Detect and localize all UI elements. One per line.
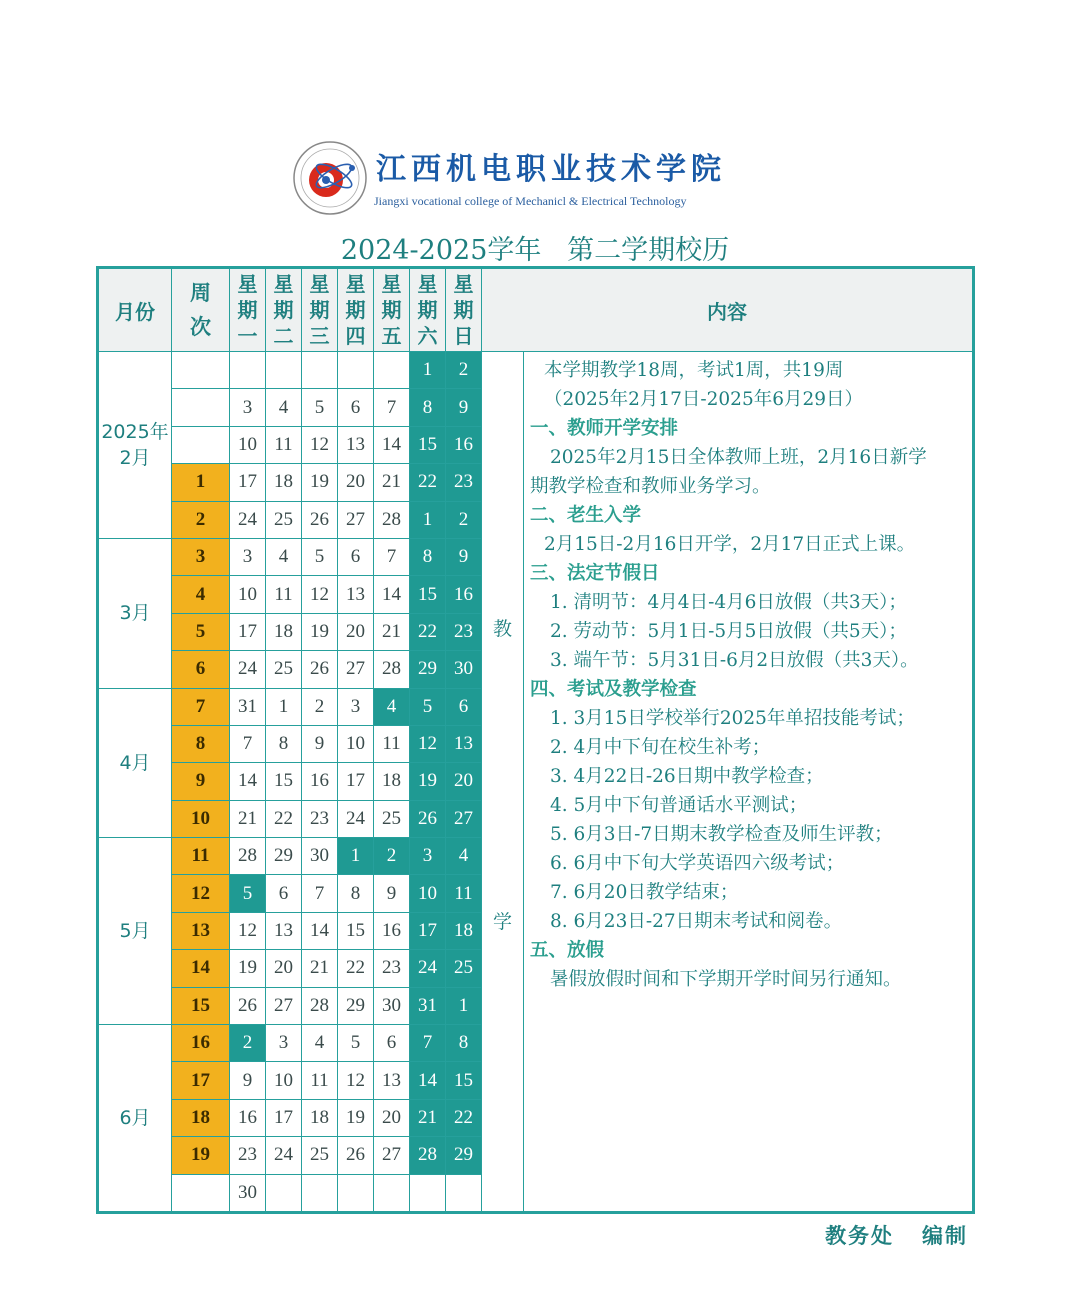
- day-cell: 15: [410, 576, 446, 613]
- day-cell: 4: [302, 1025, 338, 1062]
- day-cell: 28: [230, 838, 266, 875]
- weekday-char: 期: [417, 298, 438, 322]
- day-cell: 2: [230, 1025, 266, 1062]
- day-cell: 20: [446, 763, 482, 800]
- day-cell: 10: [410, 875, 446, 912]
- notes-line: 4. 5月中下旬普通话水平测试；: [550, 795, 808, 816]
- footer-office: 教务处: [825, 1224, 895, 1248]
- day-cell: 9: [374, 875, 410, 912]
- day-cell: 16: [446, 426, 482, 463]
- day-cell: 8: [410, 538, 446, 575]
- day-cell: 21: [302, 950, 338, 987]
- week-header: [172, 268, 230, 352]
- weekday-header-mon: [230, 268, 266, 352]
- day-cell: 27: [338, 501, 374, 538]
- day-cell: [266, 352, 302, 389]
- weekday-char: 四: [345, 324, 366, 348]
- weekday-char: 星: [417, 272, 438, 296]
- teaching-label: 学: [492, 911, 512, 933]
- day-cell: 14: [410, 1062, 446, 1099]
- day-cell: 3: [230, 538, 266, 575]
- day-cell: 23: [446, 613, 482, 650]
- weekday-char: 星: [453, 272, 474, 296]
- day-cell: 4: [266, 538, 302, 575]
- day-cell: 23: [446, 464, 482, 501]
- day-cell: 12: [302, 426, 338, 463]
- day-cell: 10: [230, 576, 266, 613]
- month-label-line: 3月: [119, 602, 151, 625]
- day-cell: 19: [338, 1099, 374, 1136]
- day-cell: 30: [230, 1174, 266, 1212]
- day-cell: 26: [302, 651, 338, 688]
- day-cell: 27: [266, 987, 302, 1024]
- notes-line: 本学期教学18周，考试1周，共19周: [544, 360, 844, 381]
- week-header-char: 次: [190, 315, 211, 339]
- day-cell: 10: [230, 426, 266, 463]
- day-cell: 4: [374, 688, 410, 725]
- weekday-char: 星: [309, 272, 330, 296]
- day-cell: 21: [410, 1099, 446, 1136]
- weekday-char: 期: [237, 298, 258, 322]
- week-number: 7: [172, 688, 230, 725]
- day-cell: 5: [302, 389, 338, 426]
- day-cell: 15: [410, 426, 446, 463]
- day-cell: 18: [266, 464, 302, 501]
- semester-notes: [524, 352, 974, 1213]
- day-cell: 22: [338, 950, 374, 987]
- day-cell: 27: [374, 1137, 410, 1174]
- day-cell: 16: [374, 912, 410, 949]
- day-cell: 8: [446, 1025, 482, 1062]
- weekday-char: 星: [237, 272, 258, 296]
- day-cell: 26: [230, 987, 266, 1024]
- week-number: 17: [172, 1062, 230, 1099]
- day-cell: 28: [374, 651, 410, 688]
- day-cell: 28: [374, 501, 410, 538]
- day-cell: 9: [302, 725, 338, 762]
- month-label-line: 4月: [119, 751, 151, 774]
- day-cell: 12: [230, 912, 266, 949]
- week-header-char: 周: [190, 281, 211, 305]
- day-cell: 7: [410, 1025, 446, 1062]
- notes-section-heading: 一、教师开学安排: [530, 418, 679, 439]
- day-cell: 19: [302, 464, 338, 501]
- day-cell: 6: [374, 1025, 410, 1062]
- day-cell: 8: [410, 389, 446, 426]
- weekday-char: 期: [273, 298, 294, 322]
- day-cell: 18: [374, 763, 410, 800]
- weekday-char: 期: [453, 298, 474, 322]
- weekday-header-thu: [338, 268, 374, 352]
- day-cell: 17: [230, 613, 266, 650]
- day-cell: 21: [230, 800, 266, 837]
- day-cell: 20: [338, 613, 374, 650]
- week-number: 18: [172, 1099, 230, 1136]
- day-cell: 18: [266, 613, 302, 650]
- notes-line: 2. 劳动节：5月1日-5月5日放假（共5天）；: [550, 621, 907, 642]
- month-label: [98, 352, 172, 539]
- day-cell: 3: [230, 389, 266, 426]
- day-cell: 17: [410, 912, 446, 949]
- weekday-char: 五: [381, 324, 402, 348]
- month-header: 月份: [98, 268, 172, 352]
- day-cell: 5: [230, 875, 266, 912]
- day-cell: 9: [446, 389, 482, 426]
- day-cell: 3: [410, 838, 446, 875]
- week-number: 10: [172, 800, 230, 837]
- day-cell: 30: [302, 838, 338, 875]
- day-cell: 25: [374, 800, 410, 837]
- day-cell: 12: [338, 1062, 374, 1099]
- day-cell: 24: [338, 800, 374, 837]
- month-label-line: 5月: [119, 920, 151, 943]
- school-emblem-icon: [290, 138, 370, 218]
- day-cell: 27: [338, 651, 374, 688]
- day-cell: 5: [338, 1025, 374, 1062]
- day-cell: 5: [302, 538, 338, 575]
- notes-line: 5. 6月3日-7日期末教学检查及师生评教；: [550, 824, 893, 845]
- day-cell: 31: [230, 688, 266, 725]
- week-number: 3: [172, 538, 230, 575]
- day-cell: [338, 1174, 374, 1212]
- day-cell: 25: [302, 1137, 338, 1174]
- day-cell: 8: [338, 875, 374, 912]
- weekday-header-sat: [410, 268, 446, 352]
- week-number: 16: [172, 1025, 230, 1062]
- day-cell: 7: [302, 875, 338, 912]
- day-cell: 22: [410, 613, 446, 650]
- week-number: 12: [172, 875, 230, 912]
- day-cell: 1: [410, 501, 446, 538]
- day-cell: 10: [338, 725, 374, 762]
- day-cell: 6: [338, 538, 374, 575]
- week-header-gap: [172, 306, 229, 314]
- teaching-period-column: [482, 352, 524, 1213]
- day-cell: 21: [374, 613, 410, 650]
- day-cell: 18: [302, 1099, 338, 1136]
- day-cell: 23: [374, 950, 410, 987]
- weekday-char: 星: [273, 272, 294, 296]
- month-label: [98, 838, 172, 1025]
- day-cell: 22: [410, 464, 446, 501]
- day-cell: 5: [410, 688, 446, 725]
- notes-section-heading: 三、法定节假日: [530, 563, 660, 584]
- month-label-line: 2月: [119, 446, 151, 469]
- day-cell: 11: [374, 725, 410, 762]
- notes-line: 暑假放假时间和下学期开学时间另行通知。: [550, 969, 902, 990]
- day-cell: 29: [338, 987, 374, 1024]
- day-cell: 1: [446, 987, 482, 1024]
- day-cell: 15: [446, 1062, 482, 1099]
- day-cell: 12: [410, 725, 446, 762]
- day-cell: 11: [266, 426, 302, 463]
- day-cell: 1: [338, 838, 374, 875]
- weekday-header-tue: [266, 268, 302, 352]
- month-label-line: 6月: [119, 1107, 151, 1129]
- week-number: 5: [172, 613, 230, 650]
- week-number: 4: [172, 576, 230, 613]
- weekday-char: 六: [417, 324, 438, 348]
- day-cell: 15: [338, 912, 374, 949]
- week-number: 8: [172, 725, 230, 762]
- footer-action: 编制: [922, 1224, 968, 1248]
- day-cell: 29: [410, 651, 446, 688]
- day-cell: [266, 1174, 302, 1212]
- day-cell: 22: [446, 1099, 482, 1136]
- weekday-header-fri: [374, 268, 410, 352]
- day-cell: 11: [302, 1062, 338, 1099]
- notes-line: 8. 6月23日-27日期末考试和阅卷。: [550, 911, 843, 932]
- day-cell: 9: [230, 1062, 266, 1099]
- day-cell: 29: [266, 838, 302, 875]
- weekday-char: 期: [381, 298, 402, 322]
- week-number: 15: [172, 987, 230, 1024]
- weekday-char: 期: [309, 298, 330, 322]
- weekday-char: 二: [273, 324, 294, 348]
- day-cell: 20: [374, 1099, 410, 1136]
- month-label: [98, 688, 172, 838]
- day-cell: 14: [302, 912, 338, 949]
- day-cell: [338, 352, 374, 389]
- notes-line: 7. 6月20日教学结束；: [550, 882, 739, 903]
- day-cell: 6: [266, 875, 302, 912]
- day-cell: 28: [302, 987, 338, 1024]
- notes-line: 3. 4月22日-26日期中教学检查；: [550, 766, 824, 787]
- week-number: 13: [172, 912, 230, 949]
- day-cell: 13: [266, 912, 302, 949]
- day-cell: 17: [230, 464, 266, 501]
- day-cell: 20: [338, 464, 374, 501]
- notes-section-heading: 二、老生入学: [530, 505, 642, 526]
- day-cell: 19: [230, 950, 266, 987]
- day-cell: 31: [410, 987, 446, 1024]
- day-cell: 7: [230, 725, 266, 762]
- school-calendar-table: [96, 266, 975, 1214]
- day-cell: 25: [446, 950, 482, 987]
- day-cell: 12: [302, 576, 338, 613]
- month-label: [98, 538, 172, 688]
- day-cell: 2: [302, 688, 338, 725]
- day-cell: 24: [230, 651, 266, 688]
- day-cell: 2: [446, 501, 482, 538]
- weekday-header-sun: [446, 268, 482, 352]
- day-cell: 18: [446, 912, 482, 949]
- day-cell: 24: [266, 1137, 302, 1174]
- day-cell: 16: [302, 763, 338, 800]
- weekday-char: 期: [345, 298, 366, 322]
- day-cell: [302, 352, 338, 389]
- week-number: 14: [172, 950, 230, 987]
- day-cell: 21: [374, 464, 410, 501]
- day-cell: 13: [374, 1062, 410, 1099]
- day-cell: 1: [410, 352, 446, 389]
- week-number: 1: [172, 464, 230, 501]
- school-logo: [290, 138, 740, 218]
- day-cell: 25: [266, 501, 302, 538]
- week-number: [172, 389, 230, 426]
- week-number: [172, 352, 230, 389]
- day-cell: 28: [410, 1137, 446, 1174]
- notes-line: 2. 4月中下旬在校生补考；: [550, 737, 771, 758]
- week-number: 9: [172, 763, 230, 800]
- week-number: 2: [172, 501, 230, 538]
- day-cell: 7: [374, 538, 410, 575]
- weekday-char: 日: [453, 324, 474, 348]
- day-cell: [374, 352, 410, 389]
- school-name-cn: 江西机电职业技术学院: [376, 152, 726, 187]
- day-cell: [410, 1174, 446, 1212]
- weekday-header-wed: [302, 268, 338, 352]
- notes-section-heading: 四、考试及教学检查: [530, 679, 697, 700]
- weekday-char: 星: [381, 272, 402, 296]
- content-header: 内容: [482, 268, 974, 352]
- day-cell: 3: [338, 688, 374, 725]
- notes-line: 2月15日-2月16日开学，2月17日正式上课。: [544, 534, 916, 555]
- day-cell: 14: [230, 763, 266, 800]
- day-cell: [302, 1174, 338, 1212]
- day-cell: 25: [266, 651, 302, 688]
- day-cell: 19: [302, 613, 338, 650]
- notes-line: 1. 3月15日学校举行2025年单招技能考试；: [550, 708, 915, 729]
- day-cell: 17: [338, 763, 374, 800]
- day-cell: 26: [302, 501, 338, 538]
- day-cell: 22: [266, 800, 302, 837]
- week-number: [172, 426, 230, 463]
- day-cell: 26: [410, 800, 446, 837]
- day-cell: 4: [266, 389, 302, 426]
- day-cell: 11: [446, 875, 482, 912]
- day-cell: 19: [410, 763, 446, 800]
- day-cell: 9: [446, 538, 482, 575]
- day-cell: 24: [230, 501, 266, 538]
- day-cell: 17: [266, 1099, 302, 1136]
- day-cell: 8: [266, 725, 302, 762]
- day-cell: 14: [374, 426, 410, 463]
- week-number: 6: [172, 651, 230, 688]
- day-cell: 27: [446, 800, 482, 837]
- weekday-char: 三: [309, 324, 330, 348]
- day-cell: 11: [266, 576, 302, 613]
- day-cell: 23: [302, 800, 338, 837]
- day-cell: [374, 1174, 410, 1212]
- page-title: 2024-2025学年 第二学期校历: [340, 235, 730, 266]
- day-cell: 2: [374, 838, 410, 875]
- day-cell: 20: [266, 950, 302, 987]
- day-cell: 23: [230, 1137, 266, 1174]
- day-cell: 15: [266, 763, 302, 800]
- calendar-body: [98, 352, 974, 1213]
- notes-line: 3. 端午节：5月31日-6月2日放假（共3天）。: [550, 650, 919, 671]
- day-cell: 3: [266, 1025, 302, 1062]
- month-label: [98, 1025, 172, 1213]
- week-number: 11: [172, 838, 230, 875]
- day-cell: 13: [338, 426, 374, 463]
- day-cell: 6: [338, 389, 374, 426]
- day-cell: [230, 352, 266, 389]
- weekday-char: 一: [237, 324, 258, 348]
- notes-section-heading: 五、放假: [530, 940, 605, 961]
- notes-line: 期教学检查和教师业务学习。: [530, 476, 771, 497]
- month-label-line: 2025年: [101, 420, 169, 443]
- week-number: 19: [172, 1137, 230, 1174]
- day-cell: 24: [410, 950, 446, 987]
- weekday-char: 星: [345, 272, 366, 296]
- day-cell: 7: [374, 389, 410, 426]
- day-cell: 30: [446, 651, 482, 688]
- day-cell: 13: [446, 725, 482, 762]
- table-header-row: [98, 268, 974, 352]
- day-cell: [446, 1174, 482, 1212]
- notes-line: 6. 6月中下旬大学英语四六级考试；: [550, 853, 845, 874]
- day-cell: 26: [338, 1137, 374, 1174]
- school-name-en: Jiangxi vocational college of Mechanicl & Electrical Technology: [374, 194, 687, 208]
- day-cell: 2: [446, 352, 482, 389]
- teaching-label: 教: [492, 618, 512, 640]
- day-cell: 14: [374, 576, 410, 613]
- notes-line: 2025年2月15日全体教师上班，2月16日新学: [550, 447, 927, 468]
- calendar-row: [98, 352, 974, 389]
- day-cell: 1: [266, 688, 302, 725]
- day-cell: 6: [446, 688, 482, 725]
- day-cell: 16: [230, 1099, 266, 1136]
- notes-line: （2025年2月17日-2025年6月29日）: [544, 389, 864, 410]
- day-cell: 13: [338, 576, 374, 613]
- day-cell: 16: [446, 576, 482, 613]
- day-cell: 30: [374, 987, 410, 1024]
- footer-signature: [825, 1220, 968, 1250]
- notes-line: 1. 清明节：4月4日-4月6日放假（共3天）；: [550, 592, 907, 613]
- day-cell: 10: [266, 1062, 302, 1099]
- day-cell: 29: [446, 1137, 482, 1174]
- week-number: [172, 1174, 230, 1212]
- day-cell: 4: [446, 838, 482, 875]
